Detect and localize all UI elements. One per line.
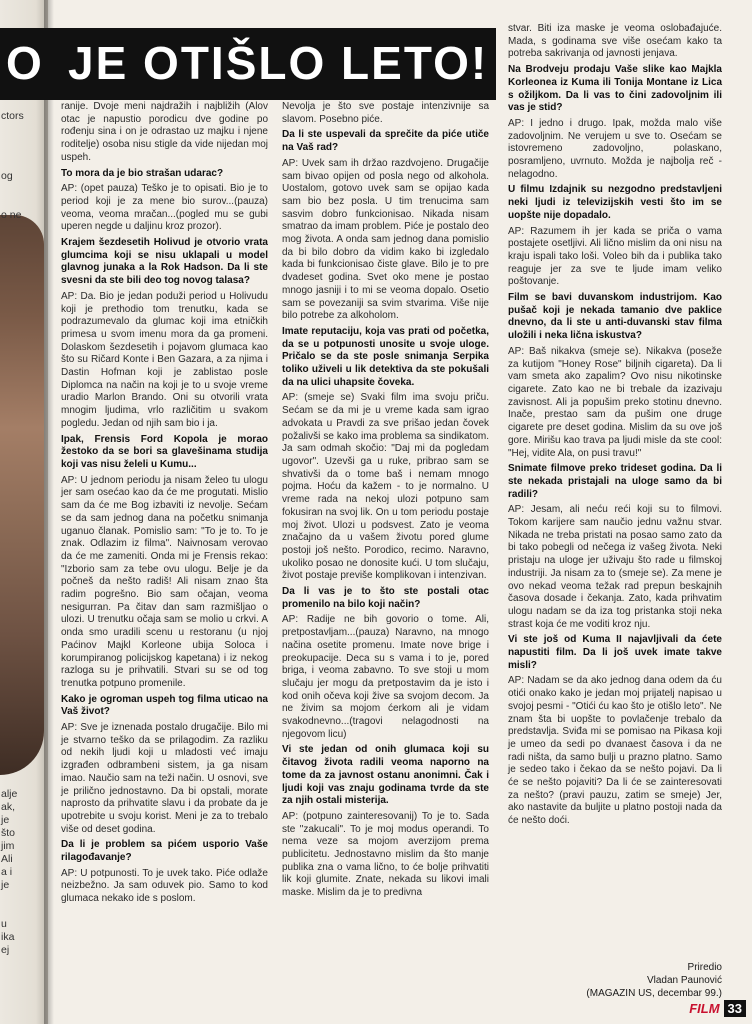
interview-answer: ranije. Dvoje meni najdražih i najbližih (Alov otac je napustio porodicu dve godine po rođenju sina i on je odrastao uz majku i njene roditelje) osoba nisu stigle da vide nijedan moj uspeh. [61, 101, 268, 163]
interview-question: Krajem šezdesetih Holivud je otvorio vrata glumcima koji se nisu uklapali u model glavnog junaka a la Rok Hadson. Da li ste svesni da ste bili deo tog novog talasa? [61, 237, 268, 287]
interview-question: Film se bavi duvanskom industrijom. Kao pušač koji je nekada tamanio dve paklice dnevno, da li ste u anti-duvanski stav filma uložili i neka lična iskustva? [508, 292, 722, 342]
interview-question: Da li ste uspevali da sprečite da piće utiče na Vaš rad? [282, 129, 489, 154]
magazine-label: FILM [689, 1001, 720, 1016]
page-number: 33 [724, 1000, 746, 1017]
interview-question: Na Brodveju prodaju Vaše slike kao Majkla Korleonea iz Kuma ili Tonija Montane iz Lica s ožiljkom. Da li vas to čini zadovoljnim ili vas je stid? [508, 64, 722, 114]
interview-answer: AP: (potpuno zainteresovanij) To je to. Sada ste "zakucali". To je moj modus operandi. To nema veze sa mojom averzijom prema publicitetu. Jednostavno mislim da što manje publika zna o vama lično, to će bolje prihvatiti lik koji glumite. Znate, nekada su likovi imali maske. Mislim da je to predivna [282, 810, 489, 899]
interview-question: Vi ste jedan od onih glumaca koji su čitavog života radili veoma naporno na tome da za javnost ostanu anonimni. Čak i ljudi koji vas znaju godinama tvrde da ste za njih ostali misterija. [282, 744, 489, 807]
credits-author: Vladan Paunović [646, 975, 722, 986]
credits-source: (MAGAZIN US, decembar 99.) [586, 988, 722, 999]
interview-answer: AP: Baš nikakva (smeje se). Nikakva (poseže za kutijom "Honey Rose" biljnih cigareta). Da li vam smeta ako zapalim? Ovo nisu nikotinske cigarete. Zato kao ne bi trebale da izazivaju zavisnost. Ali ja popušim preko stotinu dnevno. Inače, prestao sam da pušim one druge cigarete pre deset godina. Mislim da su ove još gore. Mirišu kao trava pa ljudi misle da ste cool: "Hej, vidite Ala, on pusi travu!" [508, 345, 722, 459]
previous-page-gutter [0, 0, 48, 1024]
interview-question: Vi ste još od Kuma II najavljivali da ćete napustiti film. Da li još uvek imate takve misli? [508, 634, 722, 671]
interview-answer: AP: U potpunosti. To je uvek tako. Piće odlaže neizbežno. Ja sam oduvek pio. Samo to kod glumaca nekako ide s poslom. [61, 867, 268, 905]
interview-answer: AP: Sve je iznenada postalo drugačije. Bilo mi je stvarno teško da se prilagodim. Za razliku od nekih ljudi koji u mladosti već imaju izgrađen odbrambeni sistem, ja ga nisam imao. Naučio sam na teži način. U osnovi, sve je prilično jednostavno. Da bi opstali, morate naprosto da prihvatite slavu i da probate da je upotrebite u svoju korist. Meni je za to trebalo više od deset godina. [61, 722, 268, 835]
interview-question: To mora da je bio strašan udarac? [61, 167, 224, 179]
article-title: JE OTIŠLO LETO! [68, 37, 489, 89]
credits [586, 961, 722, 1000]
gutter-text-bottom: alje ak, je što jim Ali a i je u ika ej [1, 788, 18, 956]
page-folio [689, 1000, 746, 1017]
interview-answer: AP: Nadam se da ako jednog dana odem da ću otići onako kako je jedan moj prijatelj napisao u svojoj pesmi - "Otići ću kao što je otišlo leto". Ne znam šta bi uopšte to povlačenje trebalo da predstavlja. Sviđa mi se pomisao na Pikasa koji je umeo da sedi po dvanaest časova i da ne radi ništa, da samo bulji u prazno platno. Samo je sedeo tako i čekao da se nešto pojavi. Da li će se nešto pojaviti? Da li će se zainteresovati za nešto? (pravi pauzu, zatim se smeje) Jer, ako nastavite da buljite u platno postoji nada da će nešto doći. [508, 675, 722, 827]
interview-answer: AP: Da. Bio je jedan poduži period u Holivudu koji je prethodio tom trenutku, kada se podrazumevalo da glumac koji ima etničkih primesa u svom imenu mora da ga promeni. Dolaskom šezdesetih i pojavom glumaca kao što su Ričard Konte i Ben Gazara, a za njima i Dastin Hofman koji je zablistao posle Diplomca na način na koji je to u svoje vreme uradio Marlon Brando. Oni su otvorili vrata mnogim ljudima, vrlo različitim u svakom pogledu. Jedan od njih sam bio i ja. [61, 290, 268, 429]
interview-answer: AP: Jesam, ali neću reći koji su to filmovi. Tokom karijere sam naučio jednu važnu stvar. Nikada ne treba pristati na posao samo zato da bi tako pobegli od nečega iz vašeg života. Neki pristaju na uloge jer uživaju što rade u filmskoj industriji. Ja nisam za to (smeje se). Za mene je ovo nekad veoma težak rad prepun beskajnih časova dosade i čekanja. Zato, kada prihvatim ulogu nadam se da iza tog pristanka stoji neka strast koja će me voditi kroz nju. [508, 504, 722, 630]
interview-answer: AP: U jednom periodu ja nisam želeo tu ulogu jer sam osećao kao da će me progutati. Mislio sam da će me Bog izbaviti iz nevolje. Sećam se da sam jednog dana na početku snimanja uganuo članak. Pomislio sam: "To je to. To je znak. Odlazim iz filma". Naivnosam verovao da će me zameniti. Onda mi je Frensis rekao: "Izborio sam za tebe ovu ulogu. Belje je da počneš da nešto radiš! Ali nisam znao šta radim pogrešno. Bio sam očajan, veoma nesigurran. Pa čitav dan sam razmišljao o ulozi. U trenutku očaja sam se molio u crkvi. A onda smo uradili scenu u restoranu (u njoj Paćinov Majkl Korleone ubija Soloca i korumpiranog policijskog kapetana) i iz nekog razloga su je prihvatili. Stvari su se od tog trenutka potpuno promenile. [61, 474, 268, 689]
interview-answer: AP: I jedno i drugo. Ipak, možda malo više zadovoljnim. Ne verujem u sve to. Osećam se istovremeno zadovoljno, polaskano, posramljeno, uvrnuto. Možda je najbolja reč - nelagodno. [508, 117, 722, 180]
gutter-text-mid: og o ne [1, 170, 22, 221]
interview-question: U filmu Izdajnik su nezgodno predstavljeni neki ljudi iz televizijskih vesti što im se uopšte nije dopadalo. [508, 184, 722, 221]
interview-answer: Nevolja je što sve postaje intenzivnije sa slavom. Posebno piće. [282, 101, 489, 125]
interview-answer: AP: Radije ne bih govorio o tome. Ali, pretpostavljam...(pauza) Naravno, na mnogo načina osetite promenu. Imate nove brige i preokupacije. Deca su s vama i to je, pored briga, i veoma zabavno. To sve stoji u mom slučaju jer mogu da pretpostavim da je isto i kod onih očeva koji žive sa svojom decom. Ja ne živim sa mojom ćerkom ali je vidam svakodnevno...(tragovi nelagodnosti na njegovom licu) [282, 614, 489, 740]
gutter-text-top: ctors [1, 110, 24, 122]
title-prefix: O [6, 37, 43, 89]
interview-question: Da li vas je to što ste postali otac promenilo na bilo koji način? [282, 586, 489, 610]
interview-answer: AP: (opet pauza) Teško je to opisati. Bio je to period koji je za mene bio surov...(pauza) veoma, veoma mračan...(pogled mu se gubi uperen negde u daljinu kroz prozor). [61, 183, 268, 233]
interview-answer: AP: Razumem ih jer kada se priča o vama postajete osetljivi. Ali lično mislim da oni nisu na kraju ispali tako loši. Voleo bih da i publika tako reaguje jer za sve te ljude imam veliko poštovanje. [508, 225, 722, 288]
interview-question: Snimate filmove preko trideset godina. Da li ste nekada pristajali na uloge samo da bi radili? [508, 463, 722, 500]
credits-label: Priredio [687, 962, 722, 973]
interview-answer: stvar. Biti iza maske je veoma oslobađajuće. Mada, s godinama sve više osećam kako ta potreba sakrivanja od javnosti jenjava. [508, 23, 722, 60]
interview-question: Da li je problem sa pićem usporio Vaše rilagođavanje? [61, 839, 268, 864]
interview-answer: AP: (smeje se) Svaki film ima svoju priču. Sećam se da mi je u vreme kada sam igrao advokata u Pravdi za sve prišao jedan čovek požalivši se kako ima problema sa sindikatom. Ja sam odmah skočio: "Daj mi da pogledam ugovor". Uzevši ga u ruke, pribrao sam se shvativši da o tome baš i nemam mnogo pojma. Hoću da kažem - to je normalno. U vreme rada na nekoj ulozi potpuno sam fokusiran na svoj lik. On u tom periodu postaje moj život. Ulozi u podsvest. Zato je veoma značajno da u vašem životu pored glume postoji još nešto. Porodico, recimo. Naravno, ukoliko posao ne donosite kući. U tom slučaju, život postaje previše komplikovan i intenzivan. [282, 392, 489, 582]
interview-question: Ipak, Frensis Ford Kopola je morao žestoko da se bori sa glavešinama studija koji vas nisu želeli u Kumu... [61, 433, 268, 470]
article-column-1 [61, 101, 268, 909]
interview-answer: AP: Uvek sam ih držao razdvojeno. Drugačije sam bivao opijen od posla nego od alkohola. Uostalom, gotovo uvek sam se opijao kada sam bio bez posla. U tim trenucima sam sasvim dobro funkcionisao. Nikada nisam smatrao da imam problem. Piće je postalo deo mog života. A onda sam jednog dana pomislio da bi bilo dobro da vidim kako bi izgledalo kada bi funkcionisao čiste glave. Bilo je to pre dvadeset godina. Svet oko mene je postao mnogo jasniji i to mi se veoma dopalo. Osetio sam se povezaniji sa svim stvarima. Više nije bilo potrebe za alkoholom. [282, 157, 489, 322]
interview-question: Kako je ogroman uspeh tog filma uticao na Vaš život? [61, 693, 268, 718]
interview-question: Imate reputaciju, koja vas prati od početka, da se u potpunosti unosite u svoje uloge. Pričalo se da ste posle snimanja Serpika toliko uživeli u lik detektiva da ste pokušali da na ulici uhapsite čoveka. [282, 325, 489, 388]
article-column-3 [508, 23, 722, 831]
article-column-2 [282, 101, 489, 903]
portrait-photo-fragment [0, 215, 44, 775]
page-crease [44, 0, 54, 1024]
